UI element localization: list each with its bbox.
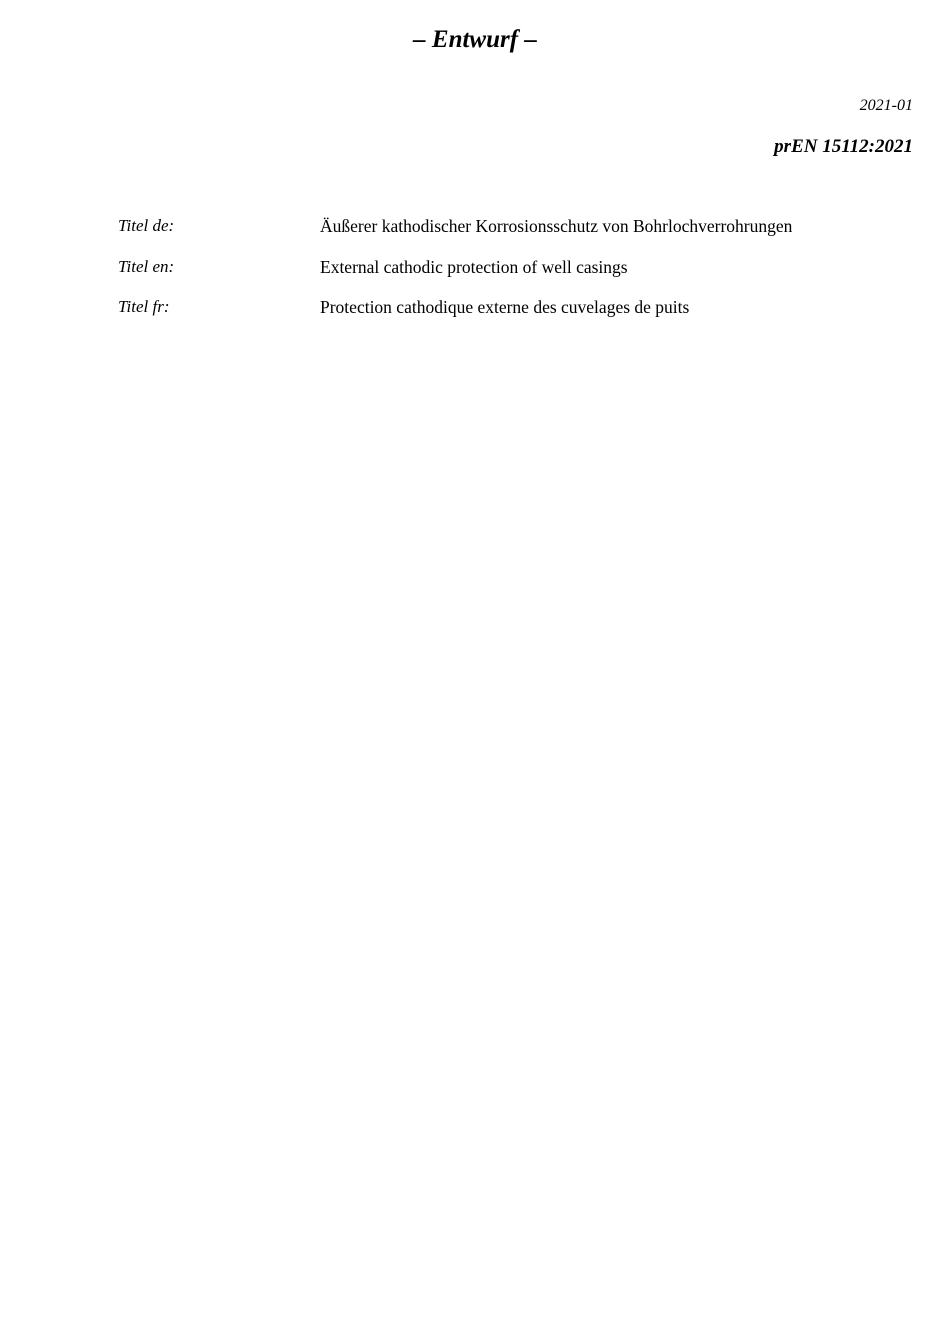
title-label-fr: Titel fr:	[118, 297, 170, 316]
title-value-en: External cathodic protection of well casings	[320, 256, 628, 277]
document-date: 2021-01	[859, 97, 913, 114]
draft-heading: – Entwurf –	[413, 26, 537, 53]
title-label-en: Titel en:	[118, 256, 175, 276]
document-number: prEN 15112:2021	[774, 136, 913, 157]
title-value-de: Äußerer kathodischer Korrosionsschutz von Bohrlochverrohrungen	[320, 216, 793, 236]
titles-table	[118, 212, 918, 334]
title-row-de	[118, 212, 918, 253]
title-label-de: Titel de:	[118, 216, 175, 235]
title-row-en	[118, 253, 918, 294]
title-value-fr: Protection cathodique externe des cuvelages de puits	[320, 297, 690, 317]
title-row-fr	[118, 293, 918, 334]
